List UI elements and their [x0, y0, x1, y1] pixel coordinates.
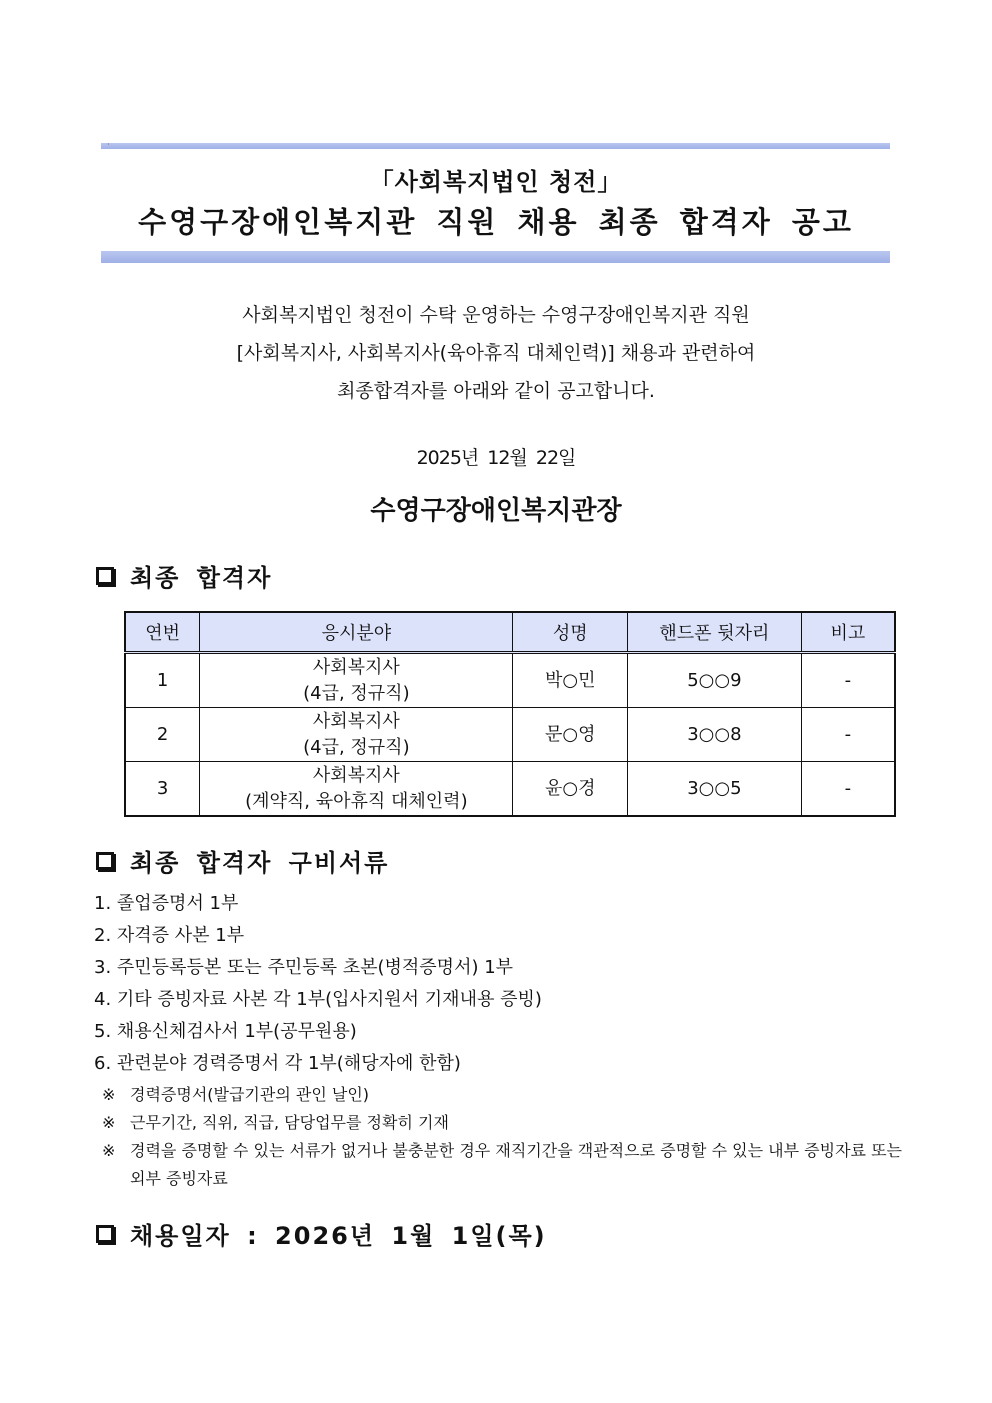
section-label: 최종 합격자 구비서류 [130, 849, 390, 877]
header-field: 응시분야 [200, 612, 513, 653]
announcement-date: 2025년 12월 22일 [416, 447, 576, 469]
field-title: 사회복지사 [312, 764, 400, 786]
results-table [124, 611, 896, 817]
list-item: 5. 채용신체검사서 1부(공무원용) [94, 1021, 357, 1042]
section-final-heading [96, 558, 272, 593]
intro-paragraph [0, 296, 992, 410]
list-item: 6. 관련분야 경력증명서 각 1부(해당자에 한함) [94, 1053, 461, 1074]
checkbox-square-icon [96, 567, 114, 585]
note-text: 경력증명서(발급기관의 관인 날인) [130, 1085, 370, 1104]
cell-name: 박○민 [513, 653, 628, 708]
field-title: 사회복지사 [312, 710, 400, 732]
cell-no: 2 [125, 708, 200, 762]
reference-mark-icon: ※ [102, 1085, 116, 1104]
cell-no: 1 [125, 653, 200, 708]
table-row [125, 653, 895, 708]
cell-phone: 3○○5 [628, 762, 802, 817]
cell-field [200, 708, 513, 762]
cell-field [200, 762, 513, 817]
note-text: 근무기간, 직위, 직급, 담당업무를 정확히 기재 [130, 1113, 449, 1132]
signer-title: 수영구장애인복지관장 [370, 496, 622, 526]
list-item: 3. 주민등록등본 또는 주민등록 초본(병적증명서) 1부 [94, 957, 514, 978]
checkbox-square-icon [96, 1225, 114, 1243]
intro-line: [사회복지사, 사회복지사(육아휴직 대체인력)] 채용과 관련하여 [236, 342, 756, 364]
section-hire-date-heading [96, 1216, 547, 1251]
intro-line: 최종합격자를 아래와 같이 공고합니다. [337, 380, 655, 402]
header-phone: 핸드폰 뒷자리 [628, 612, 802, 653]
field-title: 사회복지사 [312, 656, 400, 678]
cell-phone: 3○○8 [628, 708, 802, 762]
table-row [125, 708, 895, 762]
field-detail: (계약직, 육아휴직 대체인력) [245, 790, 468, 812]
cell-name: 문○영 [513, 708, 628, 762]
reference-mark-icon: ※ [102, 1113, 116, 1132]
page-title: 수영구장애인복지관 직원 채용 최종 합격자 공고 [138, 205, 854, 239]
section-label: 최종 합격자 [130, 564, 273, 592]
field-detail: (4급, 정규직) [303, 682, 410, 704]
list-item: 1. 졸업증명서 1부 [94, 893, 239, 914]
intro-line: 사회복지법인 청전이 수탁 운영하는 수영구장애인복지관 직원 [242, 304, 750, 326]
cell-name: 윤○경 [513, 762, 628, 817]
section-docs-heading [96, 843, 389, 878]
notes-list [102, 1081, 902, 1193]
cell-note: - [801, 762, 895, 817]
cell-note: - [801, 653, 895, 708]
header-no: 연번 [125, 612, 200, 653]
section-label: 채용일자 : 2026년 1월 1일(목) [130, 1222, 547, 1250]
cell-phone: 5○○9 [628, 653, 802, 708]
list-item: 4. 기타 증빙자료 사본 각 1부(입사지원서 기재내용 증빙) [94, 989, 542, 1010]
cell-note: - [801, 708, 895, 762]
cell-no: 3 [125, 762, 200, 817]
table-row [125, 762, 895, 817]
cell-field [200, 653, 513, 708]
header-bottom-rule [101, 251, 890, 263]
header-name: 성명 [513, 612, 628, 653]
note-item [102, 1109, 902, 1137]
field-detail: (4급, 정규직) [303, 736, 410, 758]
header-top-rule [101, 143, 890, 149]
list-item: 2. 자격증 사본 1부 [94, 925, 245, 946]
reference-mark-icon: ※ [102, 1141, 116, 1160]
checkbox-square-icon [96, 852, 114, 870]
note-text: 경력을 증명할 수 있는 서류가 없거나 불충분한 경우 재직기간을 객관적으로 증명할 수 있는 내부 증빙자료 또는 외부 증빙자료 [130, 1141, 902, 1188]
required-docs-list [94, 888, 542, 1080]
decorative-dot: · [107, 140, 110, 149]
note-item [102, 1081, 902, 1109]
header-note: 비고 [801, 612, 895, 653]
note-item [102, 1137, 902, 1193]
organization-name: 「사회복지법인 청전」 [369, 168, 623, 196]
table-header-row [125, 612, 895, 653]
